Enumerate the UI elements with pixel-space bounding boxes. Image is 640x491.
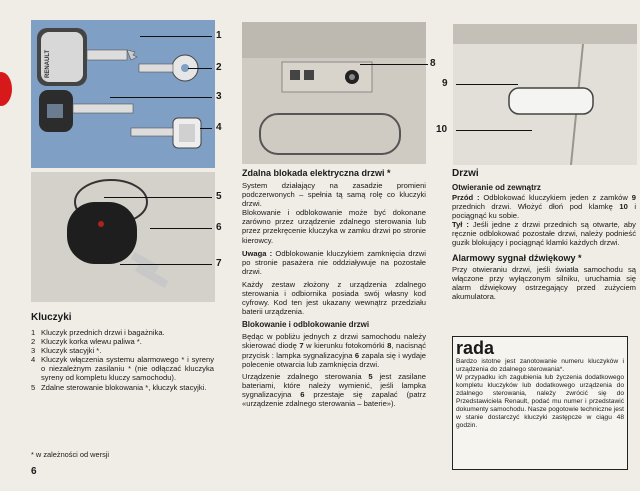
paragraph: Tył : Jeśli jedne z drzwi przednich są otwarte, aby ręcznie odblokować pozostałe drzwi, należy podnieść guzik blokujący i pociągnąć klamki każdych drzwi. (452, 220, 636, 248)
remote-illustration (31, 172, 215, 302)
paragraph: Przy otwieraniu drzwi, jeśli światła samochodu są włączone przy wyłączonym silniku, uruchamia się alarm dźwiękowy ostrzegający przed zużyciem akumulatora. (452, 264, 636, 301)
keys-section (31, 312, 214, 392)
keys-heading: Kluczyki (31, 312, 72, 323)
callout-3: 3 (216, 91, 222, 102)
list-item: 5 Zdalne sterowanie blokowania *, kluczyk stacyjki. (31, 382, 207, 392)
advice-title: rada (456, 338, 495, 358)
alarm-heading: Alarmowy sygnał dźwiękowy * (452, 252, 582, 263)
footnote: * w zależności od wersji (31, 450, 110, 459)
keys-figure (31, 20, 215, 168)
paragraph: Każdy zestaw złożony z urządzenia zdalnego sterowania i odbiornika posiada swój własny kod cyfrowy. Kod ten jest ukazany wewnątrz przedziału baterii urządzenia. (242, 279, 426, 317)
callout-2: 2 (216, 62, 222, 73)
list-item: 3 Kluczyk stacyjki *. (31, 346, 102, 356)
callout-6: 6 (216, 222, 222, 233)
list-item: 2 Kluczyk korka wlewu paliwa *. (31, 337, 142, 347)
lock-unlock-subheading: Blokowanie i odblokowanie drzwi (242, 320, 370, 330)
paragraph: Blokowanie i odblokowanie może być dokonane zarówno przez urządzenie zdalnego sterowania lub przez przekręcenie kluczyka w zamku drzwi po stronie kierowcy. (242, 208, 426, 245)
receiver-photo (242, 22, 426, 164)
paragraph: Bardzo istotne jest zanotowanie numeru kluczyków i urządzenia do zdalnego sterowania*. (456, 358, 624, 373)
callout-1: 1 (216, 30, 222, 41)
paragraph: Urządzenie zdalnego sterowania 5 jest zasilane bateriami, które należy wymienić, jeśli lampka sygnalizacyjna 6 przestaje się zapalać (patrz «urządzenie zdalnego sterowania – baterie»). (242, 371, 426, 408)
advice-box (452, 336, 628, 470)
open-outside-subheading: Otwieranie od zewnątrz (452, 183, 541, 192)
doors-section (452, 168, 636, 301)
paragraph: W przypadku ich zagubienia lub życzenia dodatkowego kompletu kluczyków lub dodatkowego urządzenia do zdalnego sterowania, należy zwrócić się do Przedstawiciela Renault, podać mu numer i przedstawić dokumenty samochodu. Nasze pogotowie techniczne jest w stanie dostarczyć kluczyki zastępcze w ciągu 48 godzin. (456, 374, 624, 429)
callout-10: 10 (436, 124, 448, 135)
callout-7: 7 (216, 258, 222, 269)
red-margin-tab (0, 72, 12, 106)
paragraph: Będąc w pobliżu jednych z drzwi samochodu należy skierować diodę 7 w kierunku fotokomórki 8, nacisnąć przycisk : lampka sygnalizacyjna 6 zapala się i wydaje polecenie otwarcia lub zamknięcia drzwi. (242, 332, 426, 369)
paragraph: System działający na zasadzie promieni podczerwonych – spełnia tą samą rolę co kluczyki drzwi. (242, 181, 426, 209)
receiver-illustration (242, 22, 426, 164)
list-item: 4 Kluczyk włączenia systemu alarmowego * i syreny o niezależnym zasilaniu * (nie odłączać kluczyka syreny od kompletu kluczy samochodu). (31, 355, 214, 383)
page-number: 6 (31, 466, 37, 477)
callout-4: 4 (216, 122, 222, 133)
callout-8: 8 (430, 58, 436, 69)
uwaga-note: Uwaga : Odblokowanie kluczykiem zamknięcia drzwi po stronie pasażera nie oddziaływuje na pozostałe drzwi. (242, 248, 426, 276)
callout-5: 5 (216, 191, 222, 202)
paragraph: Przód : Odblokować kluczykiem jeden z zamków 9 przednich drzwi. Włożyć dłoń pod klamkę 10 i pociągnąć ku sobie. (452, 193, 636, 221)
doors-heading: Drzwi (452, 168, 479, 179)
callout-9: 9 (442, 78, 448, 89)
keys-illustration (31, 20, 215, 168)
renault-logo-text: RENAULT (45, 49, 51, 78)
remote-lock-heading: Zdalna blokada elektryczna drzwi * (242, 168, 391, 178)
remote-lock-section (242, 168, 426, 408)
list-item: 1 Kluczyk przednich drzwi i bagażnika. (31, 328, 165, 337)
door-illustration (453, 24, 637, 165)
door-handle-photo (453, 24, 637, 165)
remote-control-photo (31, 172, 215, 302)
